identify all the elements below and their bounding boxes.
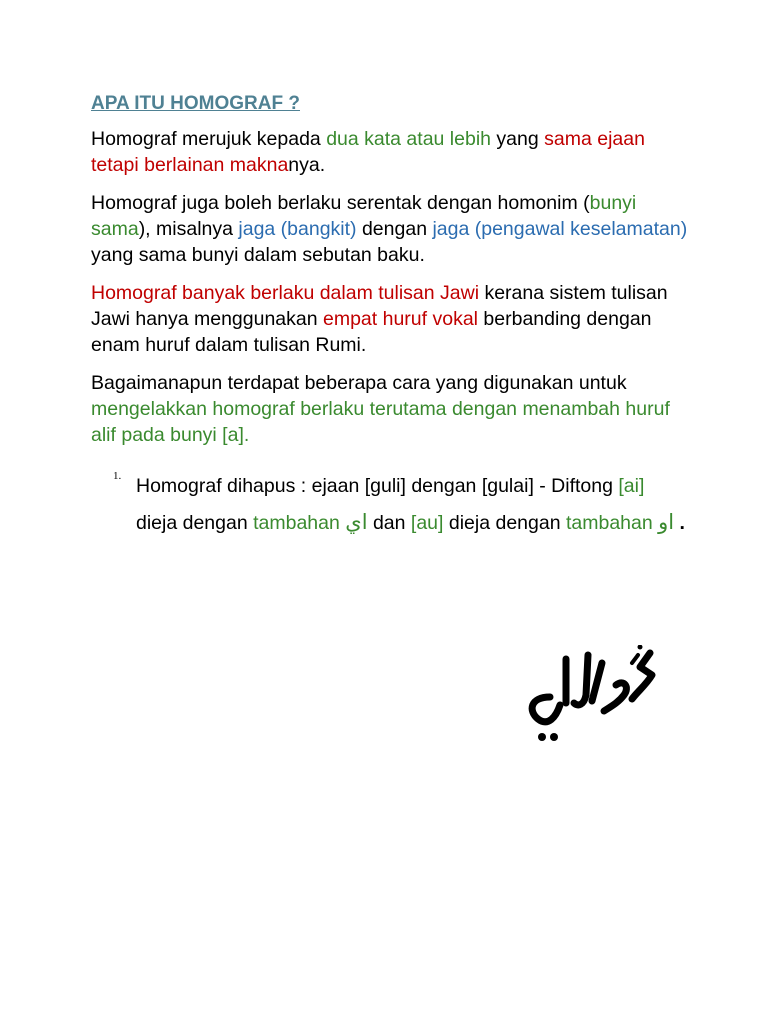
text-run: dengan — [356, 218, 433, 240]
document-page — [91, 92, 691, 541]
text-run: dieja dengan — [136, 512, 254, 534]
highlight-red: empat huruf vokal — [323, 308, 479, 330]
paragraph-definition — [91, 126, 691, 178]
highlight-green: [ai] — [618, 475, 645, 497]
text-run: kerana sistem tulisan Jawi hanya menggunakan — [91, 282, 668, 330]
highlight-red: Homograf banyak berlaku dalam tulisan Jawi — [91, 282, 480, 304]
text-run: Bagaimanapun terdapat beberapa cara yang digunakan untuk — [91, 372, 627, 394]
jawi-text: اي — [345, 510, 368, 534]
list-item — [136, 468, 691, 541]
jawi-gulai-calligraphy-icon — [520, 645, 660, 750]
text-run: Homograf merujuk kepada — [91, 128, 327, 150]
text-run: dieja dengan — [443, 512, 566, 534]
text-run: Homograf dihapus : ejaan [guli] dengan [gulai] - Diftong — [136, 475, 619, 497]
highlight-blue: jaga (bangkit) — [238, 218, 357, 240]
highlight-green: bunyi sama — [91, 192, 637, 240]
paragraph-jawi — [91, 280, 691, 358]
text-run: yang — [491, 128, 545, 150]
highlight-red: sama ejaan tetapi berlainan makna — [91, 128, 645, 176]
highlight-blue: jaga (pengawal keselamatan) — [432, 218, 688, 240]
text-run: Homograf juga boleh berlaku serentak dengan homonim ( — [91, 192, 590, 214]
numbered-list — [91, 468, 691, 541]
highlight-green: [au] — [410, 512, 444, 534]
text-run: . — [674, 512, 685, 534]
highlight-green: mengelakkan homograf berlaku terutama dengan menambah huruf alif pada bunyi [a]. — [91, 398, 670, 446]
highlight-green: tambahan — [253, 512, 346, 534]
page-title: APA ITU HOMOGRAF ? — [91, 93, 300, 114]
text-run: dan — [367, 512, 411, 534]
highlight-green: tambahan — [565, 512, 659, 534]
text-run: ), misalnya — [138, 218, 239, 240]
paragraph-solution — [91, 370, 691, 448]
jawi-text: او — [658, 510, 675, 534]
list-number: 1. — [113, 470, 122, 482]
text-run: berbanding dengan enam huruf dalam tulisan Rumi. — [91, 308, 652, 356]
text-run: nya. — [288, 154, 326, 176]
highlight-green: dua kata atau lebih — [326, 128, 492, 150]
text-run: yang sama bunyi dalam sebutan baku. — [91, 244, 425, 266]
paragraph-homonim — [91, 190, 691, 268]
